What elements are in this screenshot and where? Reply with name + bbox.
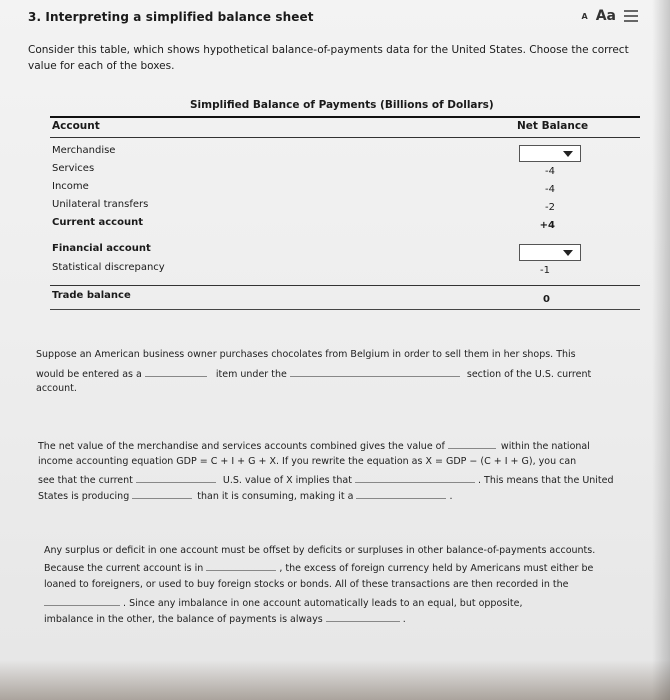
table-mid-rule (50, 285, 640, 286)
financial-account-dropdown[interactable] (519, 244, 581, 261)
paragraph-2-line-2: income accounting equation GDP = C + I + G + X. If you rewrite the equation as X = GDP − (C + I + G), you can (38, 456, 577, 467)
row-value-unilateral-transfers: -2 (545, 202, 555, 213)
chevron-down-icon (563, 151, 573, 157)
merchandise-dropdown[interactable] (519, 145, 581, 162)
paragraph-2-text-g: than it is consuming, making it a (197, 491, 354, 502)
row-label-unilateral-transfers: Unilateral transfers (52, 199, 149, 210)
paragraph-3-line-2 (44, 558, 593, 578)
row-value-statistical-discrepancy: -1 (540, 265, 550, 276)
question-title: 3. Interpreting a simplified balance sheet (28, 10, 314, 24)
blank-producing[interactable] (132, 486, 192, 499)
paragraph-3-text-b: , the excess of foreign currency held by Americans must either be (279, 563, 594, 574)
column-header-net-balance: Net Balance (517, 120, 589, 132)
paragraph-3-text-c: . Since any imbalance in one account automatically leads to an equal, but opposite, (123, 598, 523, 609)
chevron-down-icon (563, 250, 573, 256)
table-top-rule (50, 116, 640, 118)
blank-account-name[interactable] (44, 593, 120, 606)
row-label-services: Services (52, 163, 95, 174)
text-size-small-button[interactable]: A (581, 11, 588, 21)
paragraph-3-text-a: Because the current account is in (44, 563, 204, 574)
toolbar (582, 8, 639, 24)
paragraph-1-text-a: would be entered as a (36, 369, 142, 380)
paragraph-3-line-5 (44, 609, 406, 629)
row-value-trade-balance: 0 (543, 294, 550, 305)
table-header-rule (50, 137, 640, 138)
row-value-current-account: +4 (539, 220, 555, 231)
paragraph-1-text-c: section of the U.S. current (466, 369, 592, 380)
blank-borrower-lender[interactable] (356, 486, 446, 499)
blank-current-value[interactable] (136, 470, 216, 483)
paragraph-3-period: . (402, 614, 406, 625)
paragraph-3-line-3: loaned to foreigners, or used to buy foreign stocks or bonds. All of these transactions are then recorded in the (44, 579, 569, 590)
blank-entry-section[interactable] (290, 364, 460, 377)
row-value-services: -4 (545, 166, 555, 177)
table-bottom-rule (50, 309, 640, 310)
paragraph-3-text-d: imbalance in the other, the balance of payments is always (44, 614, 323, 625)
photo-shadow-right (652, 0, 670, 700)
intro-text: Consider this table, which shows hypothetical balance-of-payments data for the United States. Choose the correct value for each of the boxes. (28, 44, 629, 72)
row-label-current-account: Current account (52, 217, 143, 228)
paragraph-2-text-c: see that the current (38, 475, 133, 486)
row-label-statistical-discrepancy: Statistical discrepancy (52, 262, 165, 273)
paragraph-2-text-a: The net value of the merchandise and services accounts combined gives the value of (38, 441, 445, 452)
paragraph-2-text-e: . This means that the United (478, 475, 614, 486)
text-size-large-button[interactable]: Aa (595, 8, 616, 24)
blank-net-exports[interactable] (448, 436, 496, 449)
paragraph-2-text-d: U.S. value of X implies that (222, 475, 352, 486)
paragraph-1-line-2 (36, 364, 591, 384)
paragraph-1-text-b: item under the (215, 369, 287, 380)
column-header-account: Account (52, 120, 100, 132)
row-label-income: Income (52, 181, 89, 192)
row-value-income: -4 (545, 184, 555, 195)
paragraph-2-text-f: States is producing (38, 491, 130, 502)
row-label-financial-account: Financial account (52, 243, 151, 254)
paragraph-2-period: . (449, 491, 453, 502)
paragraph-1-line-3: account. (36, 383, 77, 394)
paragraph-2-text-b: within the national (500, 441, 590, 452)
photo-shadow-bottom (0, 660, 670, 700)
paragraph-2-line-4 (38, 486, 453, 506)
blank-entry-type[interactable] (145, 364, 207, 377)
menu-icon[interactable] (624, 10, 638, 22)
row-label-merchandise: Merchandise (52, 145, 116, 156)
table-title: Simplified Balance of Payments (Billions of Dollars) (190, 99, 494, 111)
row-label-trade-balance: Trade balance (52, 290, 131, 301)
blank-implication[interactable] (355, 470, 475, 483)
paragraph-3-line-1: Any surplus or deficit in one account must be offset by deficits or surpluses in other balance-of-payments accounts. (44, 545, 596, 556)
blank-balance-value[interactable] (326, 609, 400, 622)
paragraph-1-line-1: Suppose an American business owner purchases chocolates from Belgium in order to sell them in her shops. This (36, 349, 576, 360)
blank-surplus-deficit[interactable] (206, 558, 276, 571)
